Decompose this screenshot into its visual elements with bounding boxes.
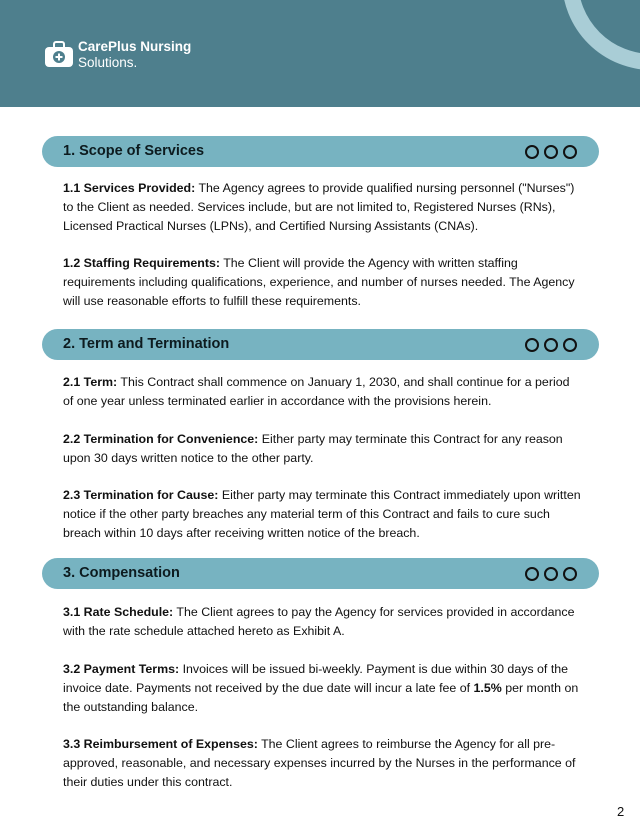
- circle-dots-icon: [525, 567, 577, 581]
- page-number: 2: [617, 804, 625, 819]
- clause-label: 3.2 Payment Terms:: [63, 662, 180, 676]
- clause-label: 2.3 Termination for Cause:: [63, 488, 219, 502]
- clause-1-1: [63, 179, 583, 236]
- section-title: 1. Scope of Services: [63, 143, 205, 159]
- clause-text: Invoices will be issued bi-weekly. Payment is due within 30 days of the invoice date. Payments not received by the due date will incur a late fee of: [63, 662, 569, 695]
- clause-label: 2.1 Term:: [63, 375, 118, 389]
- section-header-scope: [42, 136, 599, 167]
- section-header-term: [42, 329, 599, 360]
- clause-text: The Client agrees to pay the Agency for services provided in accordance with the rate schedule attached hereto as Exhibit A.: [63, 605, 575, 638]
- section-title: 3. Compensation: [63, 565, 180, 581]
- clause-text: This Contract shall commence on January 1, 2030, and shall continue for a period of one year unless terminated earlier in accordance with the provisions herein.: [63, 375, 570, 408]
- clause-label: 1.2 Staffing Requirements:: [63, 256, 220, 270]
- clause-text: per month on the outstanding balance.: [63, 681, 579, 714]
- circle-dots-icon: [525, 145, 577, 159]
- brand-title: CarePlus Nursing: [78, 39, 192, 54]
- clause-label: 1.1 Services Provided:: [63, 181, 196, 195]
- decorative-ring: [562, 0, 640, 70]
- clause-text: The Client agrees to reimburse the Agency for all pre-approved, reasonable, and necessary expenses incurred by the Nurses in the performance of their duties under this contract.: [63, 737, 576, 789]
- medical-bag-icon: [44, 38, 74, 68]
- clause-2-3: [63, 486, 583, 543]
- clause-text: Either party may terminate this Contract immediately upon written notice if the other party breaches any material term of this Contract and fails to cure such breach within 10 days after receiving written notice of the breach.: [63, 488, 581, 540]
- brand-subtitle: Solutions.: [78, 55, 138, 70]
- clause-3-3: [63, 735, 583, 792]
- circle-dots-icon: [525, 338, 577, 352]
- clause-text: Either party may terminate this Contract for any reason upon 30 days written notice to the other party.: [63, 432, 563, 465]
- clause-label: 3.1 Rate Schedule:: [63, 605, 174, 619]
- clause-2-2: [63, 430, 583, 468]
- clause-label: 3.3 Reimbursement of Expenses:: [63, 737, 258, 751]
- header-banner: [0, 0, 640, 107]
- clause-1-2: [63, 254, 583, 311]
- late-fee-rate: 1.5%: [473, 681, 502, 695]
- section-title: 2. Term and Termination: [63, 336, 230, 352]
- clause-text: The Client will provide the Agency with written staffing requirements including qualifications, experience, and number of nurses needed. The Agency will use reasonable efforts to fulfill these requirements.: [63, 256, 575, 308]
- clause-3-2: [63, 660, 583, 717]
- clause-text: The Agency agrees to provide qualified nursing personnel ("Nurses") to the Client as needed. Services include, but are not limited to, Registered Nurses (RNs), Licensed Practical Nurses (LPNs), and Certified Nursing Assistants (CNAs).: [63, 181, 575, 233]
- section-header-compensation: [42, 558, 599, 589]
- clause-3-1: [63, 603, 583, 641]
- brand-name: [78, 39, 191, 71]
- clause-label: 2.2 Termination for Convenience:: [63, 432, 259, 446]
- clause-2-1: [63, 373, 583, 411]
